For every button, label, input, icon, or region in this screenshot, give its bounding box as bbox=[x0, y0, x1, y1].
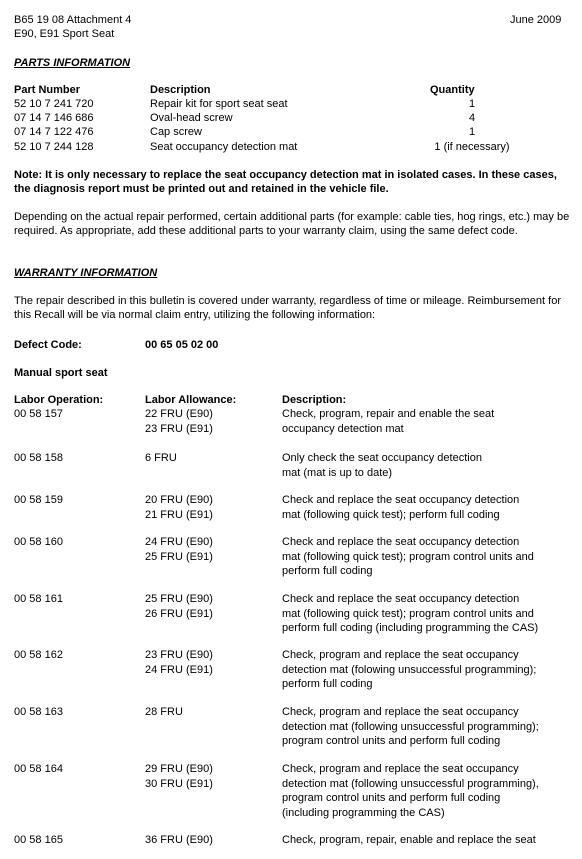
labor-description-line: perform full coding bbox=[282, 565, 373, 577]
labor-operation-code: 00 58 163 bbox=[14, 706, 63, 718]
part-quantity: 4 bbox=[468, 112, 476, 125]
part-description: Repair kit for sport seat seat bbox=[150, 98, 288, 110]
col-description: Description: bbox=[282, 394, 347, 406]
parts-col-part-number: Part Number bbox=[14, 84, 81, 96]
labor-description-line: perform full coding bbox=[282, 678, 373, 690]
part-quantity: 1 (if necessary) bbox=[434, 140, 510, 153]
part-number: 07 14 7 146 686 bbox=[14, 112, 94, 125]
labor-operation-code: 00 58 157 bbox=[14, 408, 63, 420]
labor-description-line: Check, program and replace the seat occupancy bbox=[282, 649, 519, 661]
defect-code: 00 65 05 02 00 bbox=[145, 339, 219, 351]
bulletin-reference: B65 19 08 Attachment 4 bbox=[14, 14, 132, 26]
labor-description-line: Check, program and replace the seat occupancy bbox=[282, 763, 519, 775]
note: Note: It is only necessary to replace the seat occupancy detection mat in isolated cases. In these cases, the diagnosis report must be printed out and retained in the vehicle file. bbox=[14, 169, 557, 195]
part-description: Oval-head screw bbox=[150, 112, 233, 125]
vehicle-line: E90, E91 Sport Seat bbox=[14, 28, 115, 40]
parts-col-description: Description bbox=[150, 84, 211, 96]
part-number: 07 14 7 122 476 bbox=[14, 126, 94, 139]
labor-allowance: 21 FRU (E91) bbox=[145, 508, 213, 521]
labor-description-line: Check, program and replace the seat occupancy bbox=[282, 706, 519, 718]
part-number: 52 10 7 244 128 bbox=[14, 140, 94, 153]
additional-parts-text: Depending on the actual repair performed, certain additional parts (for example: cable ties, hog rings, etc.) may be required. As appropriate, add these additional parts to your warranty claim, using the same defect code. bbox=[14, 211, 570, 237]
col-labor-operation: Labor Operation: bbox=[14, 394, 104, 406]
labor-description-line: Check and replace the seat occupancy detection bbox=[282, 536, 520, 548]
labor-allowance: 22 FRU (E90) bbox=[145, 408, 213, 420]
seat-subheading: Manual sport seat bbox=[14, 367, 108, 379]
defect-code-label: Defect Code: bbox=[14, 339, 82, 351]
labor-description-line: mat (following quick test); perform full coding bbox=[282, 508, 500, 521]
labor-description-line: Check and replace the seat occupancy detection bbox=[282, 593, 520, 605]
labor-allowance: 29 FRU (E90) bbox=[145, 763, 213, 775]
parts-col-quantity: Quantity bbox=[430, 84, 475, 96]
labor-operation-code: 00 58 160 bbox=[14, 536, 63, 548]
part-description: Seat occupancy detection mat bbox=[150, 140, 298, 153]
labor-description-line: Check, program, repair and enable the seat bbox=[282, 408, 495, 420]
labor-description-line: mat (following quick test); program control units and bbox=[282, 550, 534, 563]
labor-description-line: Check, program, repair, enable and replace the seat bbox=[282, 834, 536, 846]
labor-description-line: detection mat (following unsuccessful programming), bbox=[282, 777, 539, 790]
labor-allowance: 28 FRU bbox=[145, 706, 183, 718]
part-quantity: 1 bbox=[468, 98, 476, 110]
parts-heading: PARTS INFORMATION bbox=[14, 57, 131, 69]
labor-description-line: (including programming the CAS) bbox=[282, 806, 445, 819]
labor-description-line: occupancy detection mat bbox=[282, 422, 404, 435]
labor-allowance: 23 FRU (E90) bbox=[145, 649, 213, 661]
part-description: Cap screw bbox=[150, 126, 202, 139]
warranty-text: The repair described in this bulletin is covered under warranty, regardless of time or mileage. Reimbursement for this Recall will be via normal claim entry, utilizing the following information: bbox=[14, 295, 561, 321]
labor-allowance: 30 FRU (E91) bbox=[145, 777, 213, 790]
part-quantity: 1 bbox=[468, 126, 476, 139]
labor-operation-code: 00 58 158 bbox=[14, 452, 63, 464]
labor-description-line: detection mat (folowing unsuccessful programming); bbox=[282, 663, 537, 676]
labor-description-line: mat (following quick test); program control units and bbox=[282, 607, 534, 620]
labor-allowance: 36 FRU (E90) bbox=[145, 834, 213, 846]
labor-description-line: program control units and perform full coding bbox=[282, 792, 501, 804]
labor-operation-code: 00 58 161 bbox=[14, 593, 63, 605]
labor-allowance: 26 FRU (E91) bbox=[145, 607, 213, 620]
labor-allowance: 24 FRU (E91) bbox=[145, 663, 213, 676]
labor-description-line: Only check the seat occupancy detection bbox=[282, 452, 482, 464]
labor-allowance: 6 FRU bbox=[145, 452, 177, 464]
labor-allowance: 23 FRU (E91) bbox=[145, 422, 213, 435]
labor-operation-code: 00 58 165 bbox=[14, 834, 63, 846]
labor-allowance: 24 FRU (E90) bbox=[145, 536, 213, 548]
labor-allowance: 25 FRU (E91) bbox=[145, 550, 213, 563]
bulletin-date: June 2009 bbox=[510, 14, 562, 26]
labor-allowance: 25 FRU (E90) bbox=[145, 593, 213, 605]
labor-operation-code: 00 58 159 bbox=[14, 494, 63, 506]
col-labor-allowance: Labor Allowance: bbox=[145, 394, 237, 406]
labor-description-line: Check and replace the seat occupancy detection bbox=[282, 494, 520, 506]
labor-description-line: detection mat (following unsuccessful programming); bbox=[282, 720, 539, 733]
labor-operation-code: 00 58 164 bbox=[14, 763, 63, 775]
labor-description-line: program control units and perform full coding bbox=[282, 735, 501, 747]
labor-operation-code: 00 58 162 bbox=[14, 649, 63, 661]
labor-description-line: mat (mat is up to date) bbox=[282, 466, 393, 479]
labor-allowance: 20 FRU (E90) bbox=[145, 494, 213, 506]
warranty-heading: WARRANTY INFORMATION bbox=[14, 267, 158, 279]
labor-description-line: perform full coding (including programming the CAS) bbox=[282, 622, 539, 634]
part-number: 52 10 7 241 720 bbox=[14, 98, 94, 110]
